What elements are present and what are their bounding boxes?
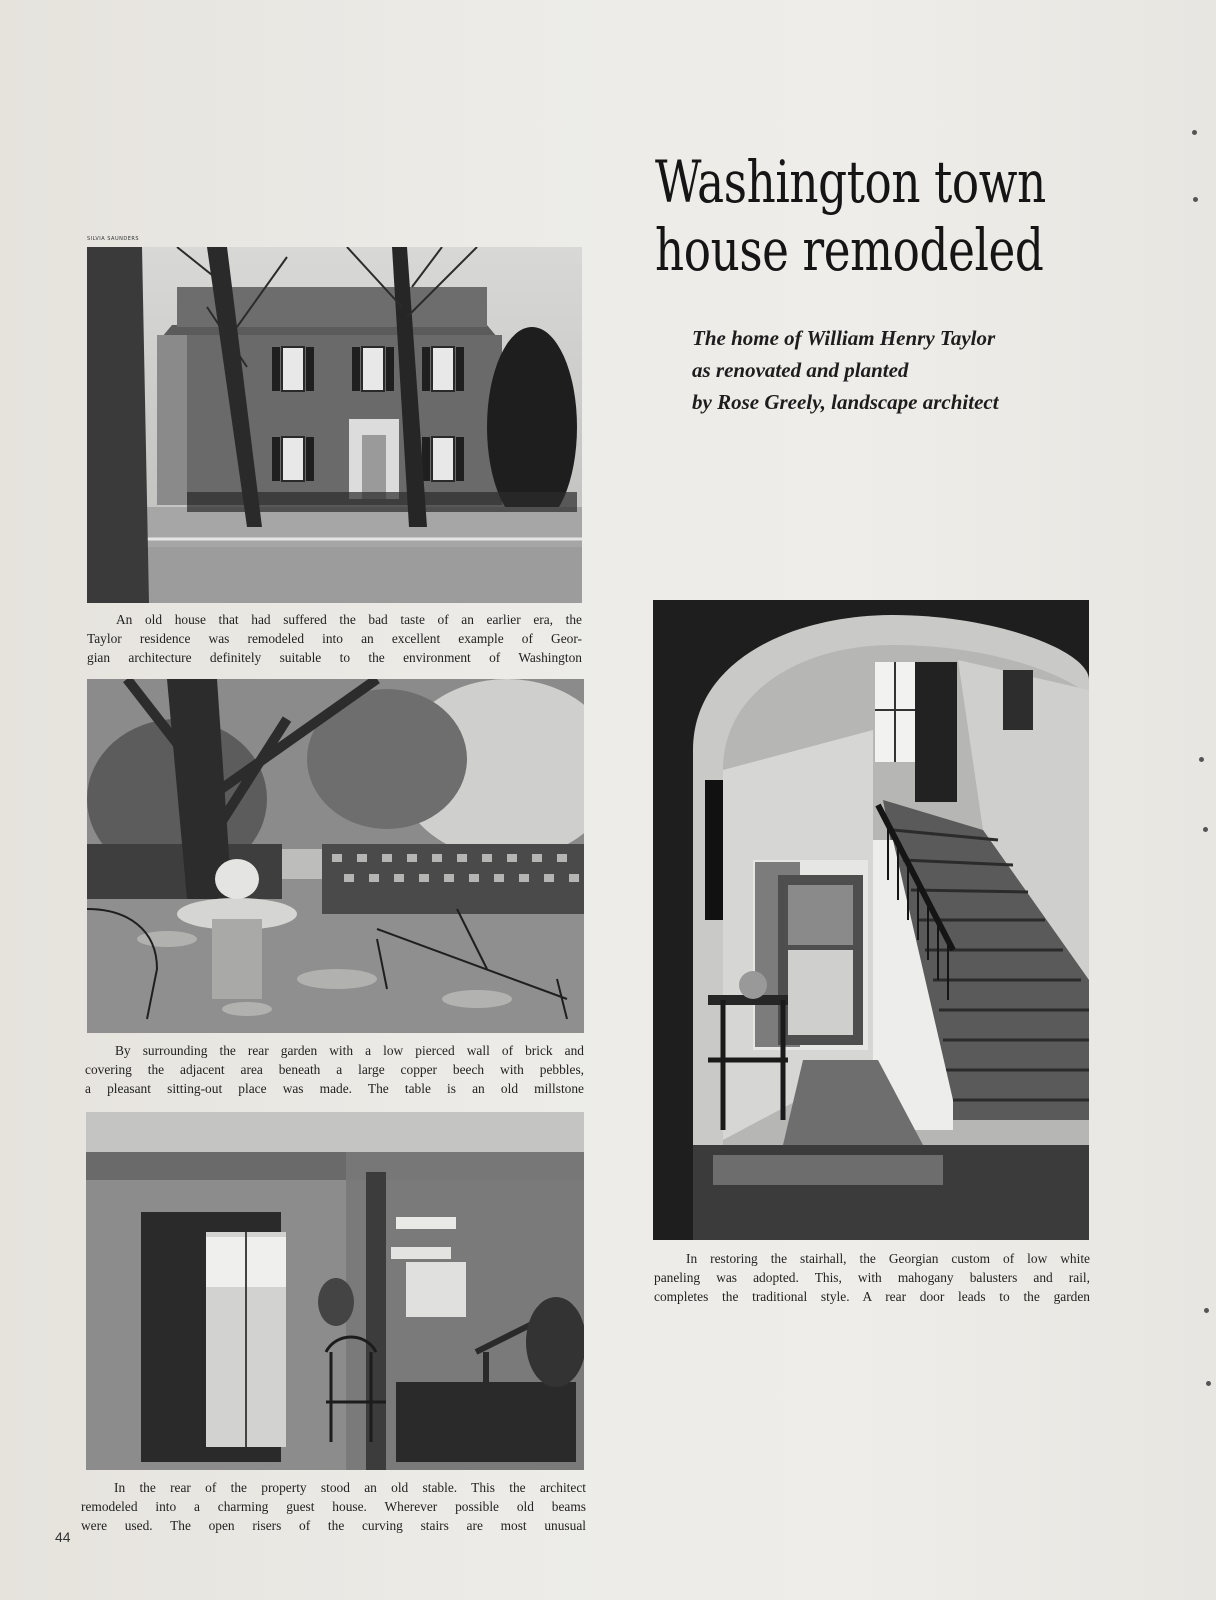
caption-line: a pleasant sitting-out place was made. The table is an old millstone bbox=[85, 1081, 584, 1096]
caption-line: By surrounding the rear garden with a low pierced wall of brick and bbox=[115, 1043, 584, 1058]
guest-house-caption bbox=[81, 1478, 586, 1535]
binding-hole-mark bbox=[1199, 757, 1204, 762]
article-title bbox=[655, 148, 1046, 284]
house-exterior-caption bbox=[87, 610, 582, 667]
rear-garden-photo bbox=[87, 679, 584, 1033]
caption-line: paneling was adopted. This, with mahogany balusters and rail, bbox=[654, 1270, 1090, 1285]
binding-hole-mark bbox=[1192, 130, 1197, 135]
stairhall-caption bbox=[654, 1249, 1090, 1306]
caption-line: were used. The open risers of the curving stairs are most unusual bbox=[81, 1518, 586, 1533]
caption-line: remodeled into a charming guest house. Wherever possible old beams bbox=[81, 1499, 586, 1514]
article-subtitle bbox=[692, 322, 999, 418]
caption-line: An old house that had suffered the bad taste of an earlier era, the bbox=[116, 612, 582, 627]
caption-line: Taylor residence was remodeled into an excellent example of Geor- bbox=[87, 631, 582, 646]
subtitle-line-3: by Rose Greely, landscape architect bbox=[692, 390, 999, 414]
binding-hole-mark bbox=[1206, 1381, 1211, 1386]
photo-credit: SILVIA SAUNDERS bbox=[87, 236, 140, 242]
rear-garden-caption bbox=[85, 1041, 584, 1098]
binding-hole-mark bbox=[1193, 197, 1198, 202]
binding-hole-mark bbox=[1203, 827, 1208, 832]
caption-line: covering the adjacent area beneath a large copper beech with pebbles, bbox=[85, 1062, 584, 1077]
subtitle-line-1: The home of William Henry Taylor bbox=[692, 326, 996, 350]
guest-house-photo bbox=[86, 1112, 584, 1470]
binding-hole-mark bbox=[1204, 1308, 1209, 1313]
caption-line: gian architecture definitely suitable to the environment of Washington bbox=[87, 650, 582, 665]
caption-line: In restoring the stairhall, the Georgian custom of low white bbox=[686, 1251, 1090, 1266]
title-line-1: Washington town bbox=[655, 148, 1046, 216]
caption-line: completes the traditional style. A rear door leads to the garden bbox=[654, 1289, 1090, 1304]
page-number: 44 bbox=[55, 1529, 71, 1545]
subtitle-line-2: as renovated and planted bbox=[692, 358, 909, 382]
house-exterior-photo bbox=[87, 247, 582, 603]
title-line-2: house remodeled bbox=[655, 216, 1044, 284]
caption-line: In the rear of the property stood an old stable. This the architect bbox=[114, 1480, 586, 1495]
stairhall-photo bbox=[653, 600, 1089, 1240]
